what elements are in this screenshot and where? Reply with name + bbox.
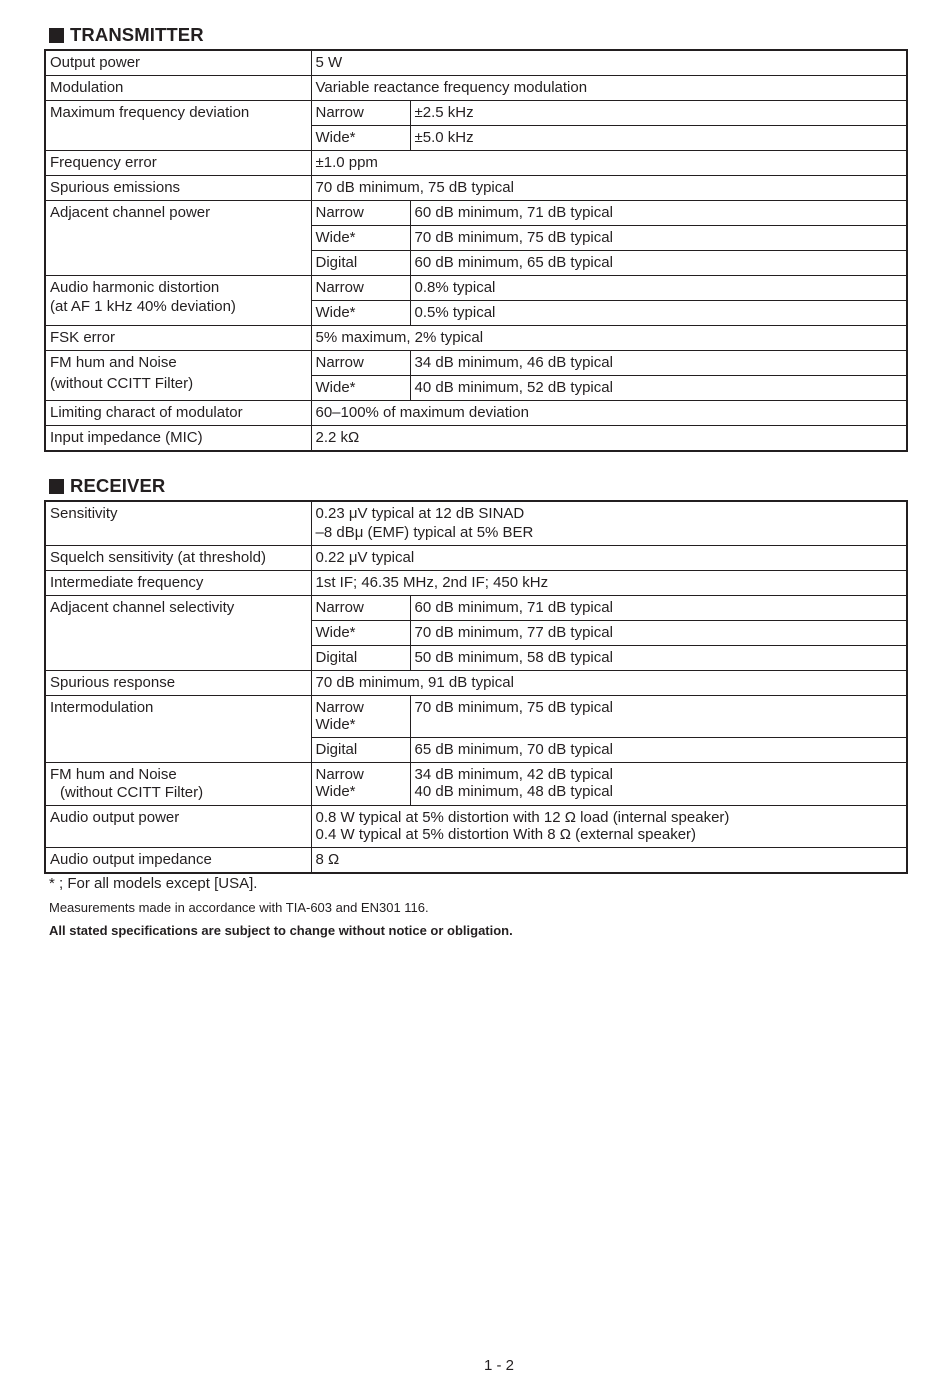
- spec-value: 60 dB minimum, 71 dB typical: [410, 596, 907, 621]
- mode-label: Wide*: [311, 301, 410, 326]
- mode-label: Wide*: [311, 226, 410, 251]
- mode-label: Narrow: [311, 596, 410, 621]
- table-row: [45, 101, 907, 126]
- table-row: [45, 571, 907, 596]
- disclaimer-note: All stated specifications are subject to change without notice or obligation.: [49, 923, 513, 938]
- spec-value: 60 dB minimum, 71 dB typical: [410, 201, 907, 226]
- mode-label: Wide*: [311, 621, 410, 646]
- table-row: [45, 806, 907, 848]
- mode-label: Wide*: [311, 376, 410, 401]
- spec-value: 70 dB minimum, 91 dB typical: [311, 671, 907, 696]
- spec-label: [45, 276, 311, 326]
- spec-label: [45, 763, 311, 806]
- table-row: [45, 426, 907, 452]
- table-row: [45, 501, 907, 546]
- square-bullet-icon: [49, 28, 64, 43]
- spec-value-line: 34 dB minimum, 42 dB typical: [414, 766, 613, 783]
- spec-label: Adjacent channel power: [45, 201, 311, 276]
- table-row: [45, 763, 907, 806]
- mode-label: Wide*: [311, 126, 410, 151]
- table-row: [45, 201, 907, 226]
- spec-value: 0.22 μV typical: [311, 546, 907, 571]
- mode-label: Digital: [311, 646, 410, 671]
- spec-value-line: 0.4 W typical at 5% distortion With 8 Ω (external speaker): [315, 826, 697, 843]
- mode-label: [311, 763, 410, 806]
- table-row: [45, 671, 907, 696]
- page-number: 1 - 2: [483, 1357, 514, 1374]
- spec-value: 70 dB minimum, 75 dB typical: [410, 226, 907, 251]
- spec-value: 5% maximum, 2% typical: [311, 326, 907, 351]
- spec-value: [311, 501, 907, 546]
- mode-label: Narrow: [311, 351, 410, 376]
- transmitter-title: TRANSMITTER: [70, 24, 204, 45]
- table-row: [45, 326, 907, 351]
- spec-value: 70 dB minimum, 75 dB typical: [410, 696, 907, 738]
- spec-value: 70 dB minimum, 75 dB typical: [311, 176, 907, 201]
- mode-label: Narrow: [311, 201, 410, 226]
- mode-label: [311, 696, 410, 738]
- spec-value-line: 0.8 W typical at 5% distortion with 12 Ω load (internal speaker): [315, 809, 730, 826]
- table-row: [45, 546, 907, 571]
- mode-label-line: Narrow: [315, 766, 364, 783]
- table-row: [45, 151, 907, 176]
- receiver-heading: [49, 475, 165, 497]
- mode-label-line: Narrow: [315, 699, 364, 716]
- spec-value: ±2.5 kHz: [410, 101, 907, 126]
- mode-label: Digital: [311, 251, 410, 276]
- spec-value: 8 Ω: [311, 848, 907, 874]
- mode-label-line: Wide*: [315, 783, 356, 800]
- spec-label-line: (at AF 1 kHz 40% deviation): [50, 298, 236, 315]
- spec-value: 0.8% typical: [410, 276, 907, 301]
- spec-label: Frequency error: [45, 151, 311, 176]
- table-row: [45, 596, 907, 621]
- spec-value: [311, 806, 907, 848]
- spec-value: 5 W: [311, 50, 907, 76]
- spec-value: ±1.0 ppm: [311, 151, 907, 176]
- table-row: [45, 351, 907, 376]
- spec-label: Spurious emissions: [45, 176, 311, 201]
- spec-label-line: FM hum and Noise: [50, 766, 177, 783]
- measurements-note: Measurements made in accordance with TIA-603 and EN301 116.: [49, 900, 429, 915]
- spec-label: [45, 351, 311, 401]
- spec-label: Sensitivity: [45, 501, 311, 546]
- spec-label: Audio output impedance: [45, 848, 311, 874]
- spec-label: Input impedance (MIC): [45, 426, 311, 452]
- table-row: [45, 276, 907, 301]
- spec-label: Squelch sensitivity (at threshold): [45, 546, 311, 571]
- mode-label: Narrow: [311, 101, 410, 126]
- spec-label-line: (without CCITT Filter): [60, 784, 204, 801]
- spec-value: 2.2 kΩ: [311, 426, 907, 452]
- spec-value: 0.5% typical: [410, 301, 907, 326]
- mode-label: Narrow: [311, 276, 410, 301]
- spec-label: Spurious response: [45, 671, 311, 696]
- asterisk-footnote: * ; For all models except [USA].: [49, 875, 258, 892]
- spec-label: Intermodulation: [45, 696, 311, 763]
- spec-value: [410, 763, 907, 806]
- spec-value: 50 dB minimum, 58 dB typical: [410, 646, 907, 671]
- spec-value: 65 dB minimum, 70 dB typical: [410, 738, 907, 763]
- mode-label: Digital: [311, 738, 410, 763]
- table-row: [45, 50, 907, 76]
- spec-value: 1st IF; 46.35 MHz, 2nd IF; 450 kHz: [311, 571, 907, 596]
- spec-label: Output power: [45, 50, 311, 76]
- spec-value: 40 dB minimum, 52 dB typical: [410, 376, 907, 401]
- spec-value-line: 40 dB minimum, 48 dB typical: [414, 783, 613, 800]
- spec-value-line: –8 dBμ (EMF) typical at 5% BER: [315, 524, 534, 541]
- spec-label: Limiting charact of modulator: [45, 401, 311, 426]
- spec-value: 34 dB minimum, 46 dB typical: [410, 351, 907, 376]
- spec-label: Maximum frequency deviation: [45, 101, 311, 151]
- mode-label-line: Wide*: [315, 716, 356, 733]
- spec-label: Modulation: [45, 76, 311, 101]
- spec-value: 60–100% of maximum deviation: [311, 401, 907, 426]
- spec-label: Intermediate frequency: [45, 571, 311, 596]
- transmitter-table: [44, 49, 908, 452]
- table-row: [45, 401, 907, 426]
- spec-value: 60 dB minimum, 65 dB typical: [410, 251, 907, 276]
- spec-label-line: (without CCITT Filter): [50, 375, 194, 392]
- spec-value-line: 0.23 μV typical at 12 dB SINAD: [315, 505, 525, 522]
- spec-value: 70 dB minimum, 77 dB typical: [410, 621, 907, 646]
- table-row: [45, 176, 907, 201]
- transmitter-heading: [49, 24, 204, 46]
- spec-value: ±5.0 kHz: [410, 126, 907, 151]
- receiver-title: RECEIVER: [70, 475, 166, 496]
- table-row: [45, 76, 907, 101]
- receiver-table: [44, 500, 908, 874]
- spec-label-line: Audio harmonic distortion: [50, 279, 220, 296]
- square-bullet-icon: [49, 479, 64, 494]
- spec-label: Adjacent channel selectivity: [45, 596, 311, 671]
- spec-label: FSK error: [45, 326, 311, 351]
- spec-label-line: FM hum and Noise: [50, 354, 177, 371]
- table-row: [45, 848, 907, 874]
- table-row: [45, 696, 907, 738]
- spec-label: Audio output power: [45, 806, 311, 848]
- spec-value: Variable reactance frequency modulation: [311, 76, 907, 101]
